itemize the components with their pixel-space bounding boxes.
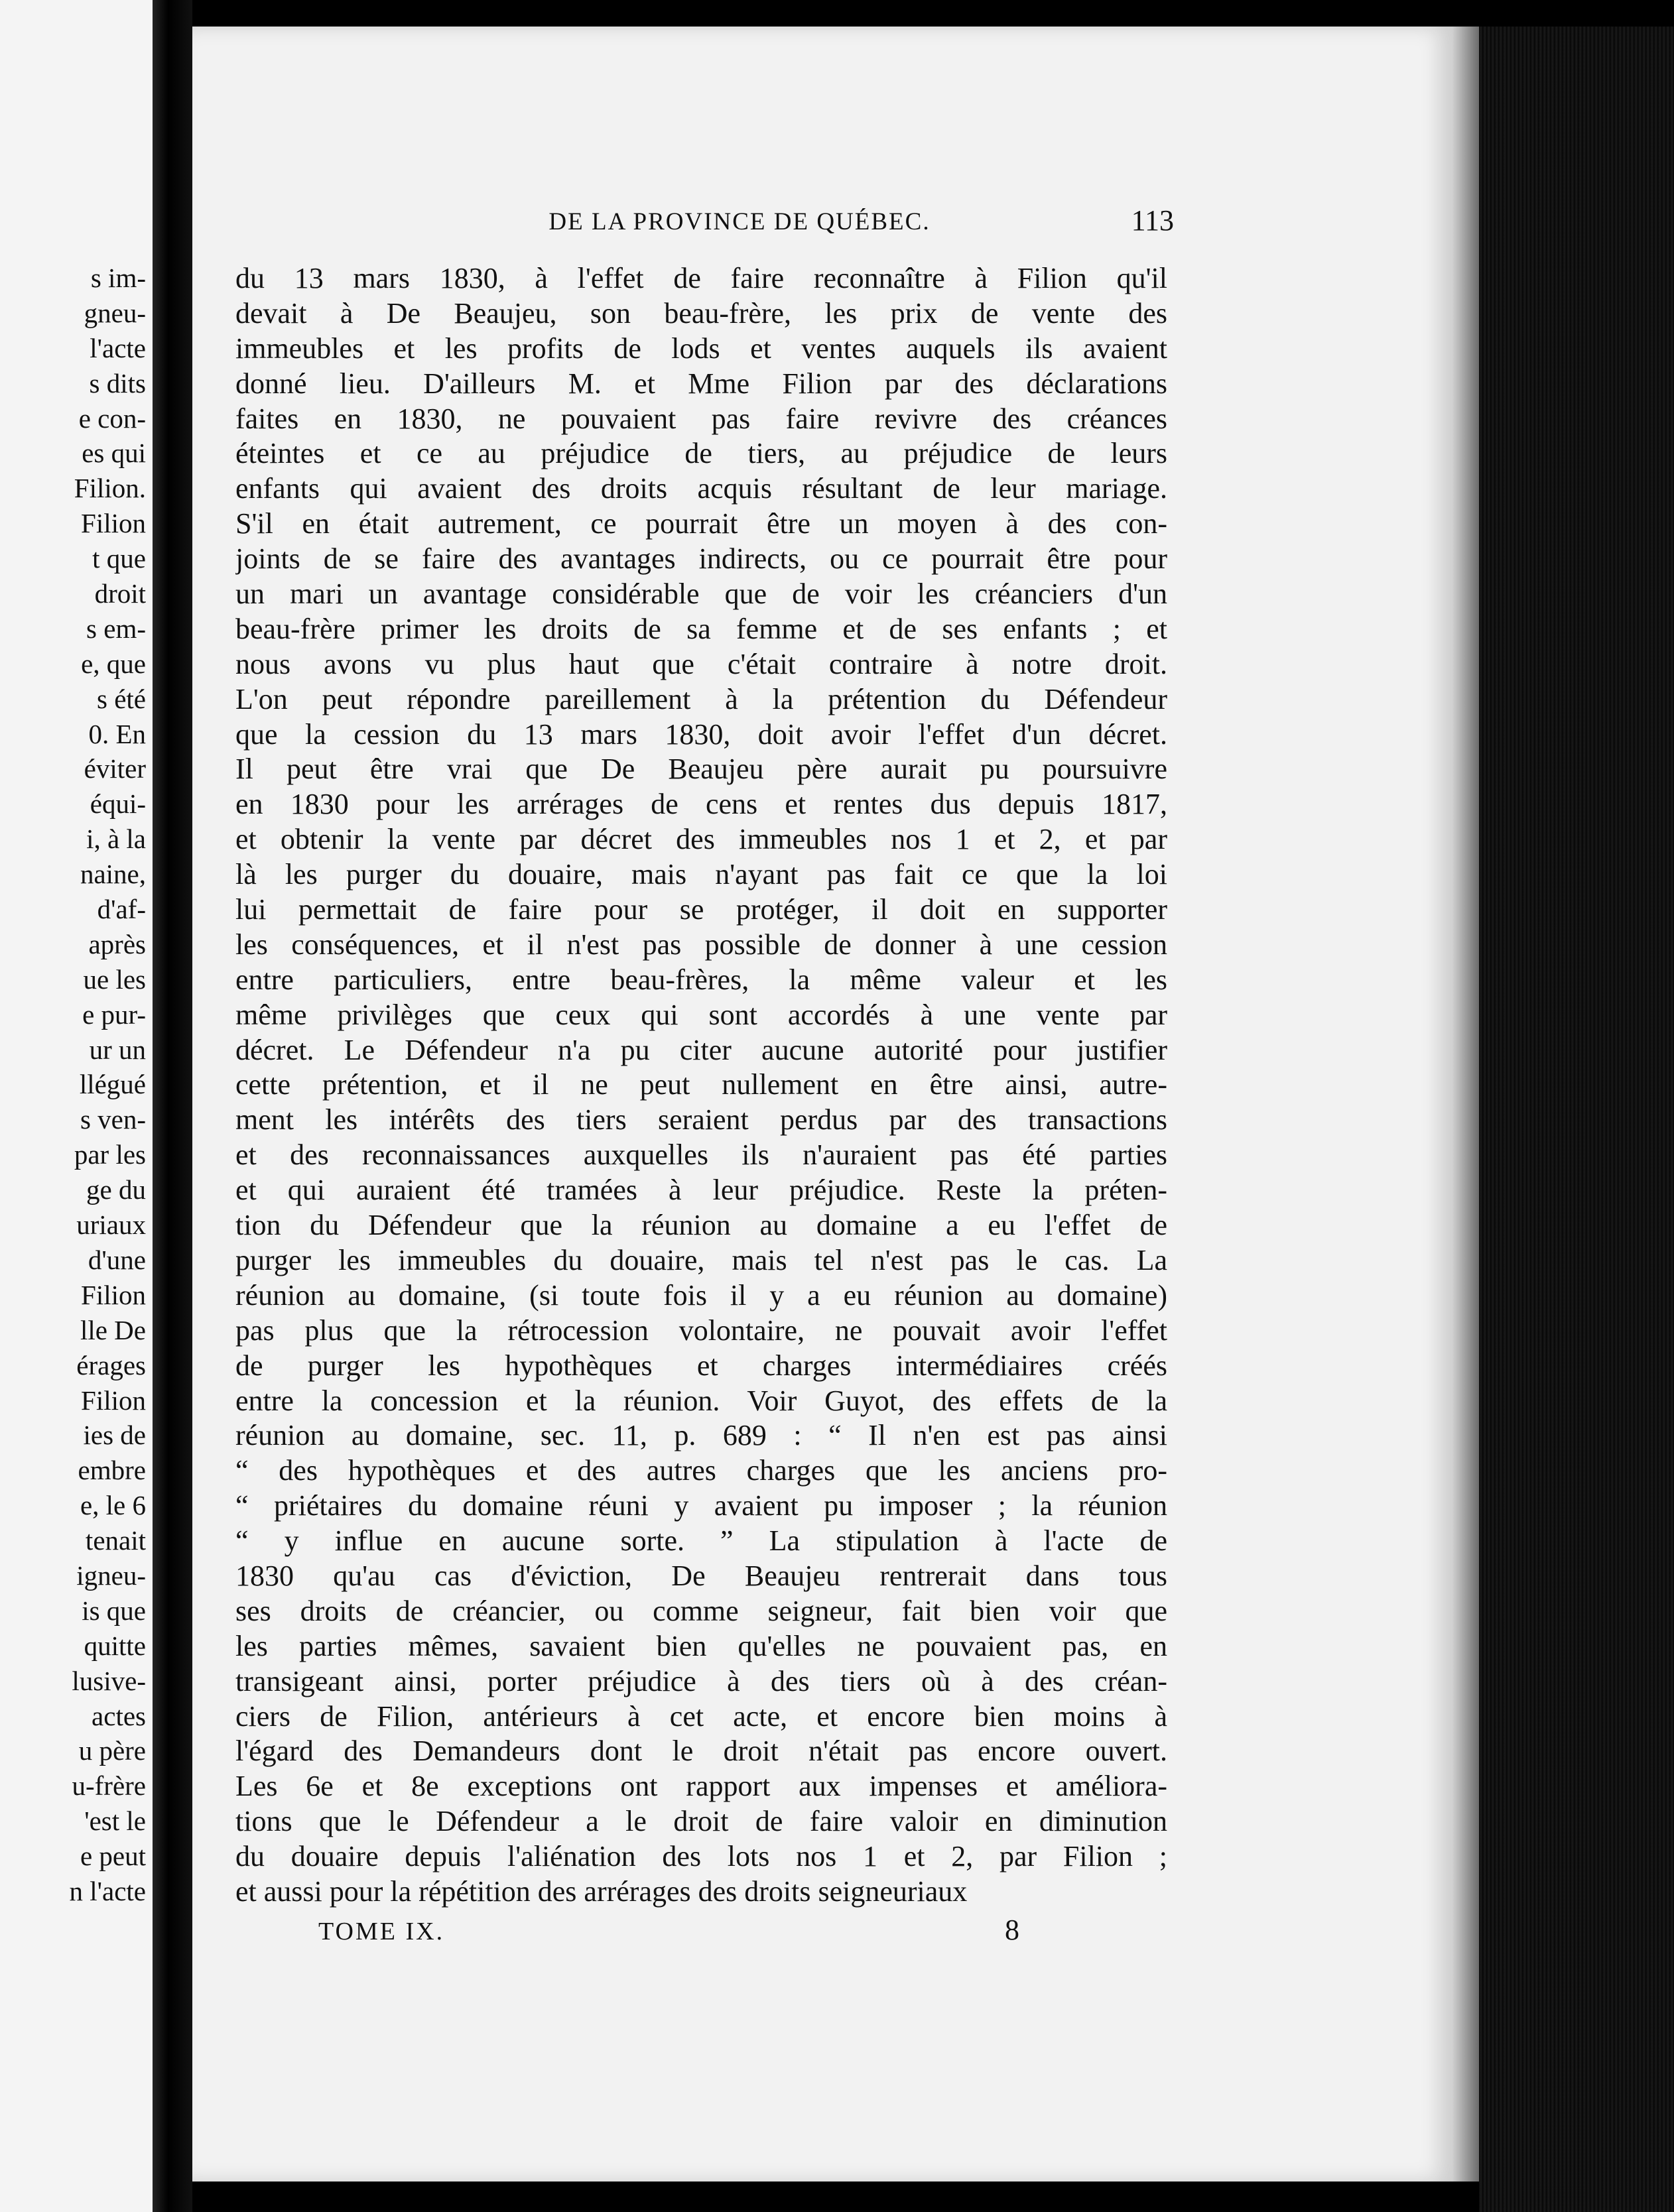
previous-page-fragment: d'af- <box>97 894 146 925</box>
previous-page-fragment: s été <box>97 683 146 714</box>
previous-page-fragment: t que <box>92 543 146 574</box>
text-line: même privilèges que ceux qui sont accordés à une vente par <box>235 998 1167 1031</box>
text-line: Il peut être vrai que De Beaujeu père aurait pu poursuivre <box>235 753 1167 786</box>
text-line: joints de se faire des avantages indirects, ou ce pourrait être pour <box>235 542 1167 576</box>
text-line: et qui auraient été tramées à leur préjudice. Reste la préten- <box>235 1174 1167 1207</box>
text-line: les conséquences, et il n'est pas possible de donner à une cession <box>235 928 1167 961</box>
previous-page-fragment: par les <box>74 1139 146 1170</box>
text-line: pas plus que la rétrocession volontaire, ne pouvait avoir l'effet <box>235 1314 1167 1347</box>
previous-page-fragment: Filion <box>81 1384 146 1416</box>
previous-page-fragment: quitte <box>84 1630 146 1661</box>
previous-page-fragment: u père <box>78 1735 146 1766</box>
text-line: Les 6e et 8e exceptions ont rapport aux impenses et améliora- <box>235 1770 1167 1803</box>
previous-page-fragment: gneu- <box>84 297 146 328</box>
text-line: purger les immeubles du douaire, mais tel n'est pas le cas. La <box>235 1243 1167 1276</box>
text-line: réunion au domaine, sec. 11, p. 689 : “ Il n'en est pas ainsi <box>235 1419 1167 1452</box>
text-line: immeubles et les profits de lods et ventes auquels ils avaient <box>235 332 1167 365</box>
previous-page-fragment: uriaux <box>76 1209 146 1241</box>
previous-page-fragment: is que <box>82 1595 146 1626</box>
text-line: faites en 1830, ne pouvaient pas faire revivre des créances <box>235 402 1167 435</box>
previous-page-fragment: s em- <box>86 613 146 644</box>
previous-page-fragment: e pur- <box>82 999 146 1030</box>
previous-page <box>0 0 153 2212</box>
previous-page-fragment: lle De <box>80 1314 146 1345</box>
previous-page-fragment: Filion <box>81 1279 146 1310</box>
text-line: lui permettait de faire pour se protéger, il doit en supporter <box>235 893 1167 926</box>
previous-page-fragment: llégué <box>79 1069 146 1100</box>
text-line: du 13 mars 1830, à l'effet de faire reconnaître à Filion qu'il <box>235 262 1167 294</box>
text-line: réunion au domaine, (si toute fois il y a eu réunion au domaine) <box>235 1278 1167 1312</box>
text-line: entre la concession et la réunion. Voir Guyot, des effets de la <box>235 1384 1167 1417</box>
text-line: en 1830 pour les arrérages de cens et rentes dus depuis 1817, <box>235 788 1167 821</box>
previous-page-text-fragments <box>0 261 146 1909</box>
previous-page-fragment: ur un <box>89 1034 146 1065</box>
text-line: tion du Défendeur que la réunion au domaine a eu l'effet de <box>235 1209 1167 1242</box>
previous-page-fragment: i, à la <box>86 824 146 855</box>
text-line: enfants qui avaient des droits acquis résultant de leur mariage. <box>235 472 1167 505</box>
text-line: et obtenir la vente par décret des immeubles nos 1 et 2, et par <box>235 823 1167 856</box>
previous-page-fragment: e peut <box>80 1841 146 1872</box>
text-line: devait à De Beaujeu, son beau-frère, les prix de vente des <box>235 296 1167 330</box>
text-line: “ priétaires du domaine réuni y avaient pu imposer ; la réunion <box>235 1489 1167 1522</box>
previous-page-fragment: après <box>88 928 146 959</box>
text-line: l'égard des Demandeurs dont le droit n'était pas encore ouvert. <box>235 1735 1167 1768</box>
text-line: ses droits de créancier, ou comme seigneur, fait bien voir que <box>235 1594 1167 1627</box>
previous-page-fragment: es qui <box>82 438 146 469</box>
previous-page-fragment: lusive- <box>72 1665 146 1696</box>
page-stack <box>1479 27 1674 2212</box>
previous-page-fragment: ge du <box>86 1174 146 1205</box>
page-number: 113 <box>1131 204 1174 237</box>
text-line: “ des hypothèques et des autres charges que les anciens pro- <box>235 1454 1167 1487</box>
previous-page-fragment: tenait <box>85 1525 146 1556</box>
page-edge <box>1452 27 1479 2181</box>
book-gutter <box>153 0 192 2212</box>
text-line: là les purger du douaire, mais n'ayant pas fait ce que la loi <box>235 858 1167 891</box>
text-line: L'on peut répondre pareillement à la prétention du Défendeur <box>235 682 1167 715</box>
previous-page-fragment: Filion <box>81 508 146 539</box>
text-line: et aussi pour la répétition des arrérages des droits seigneuriaux <box>235 1874 968 1908</box>
text-line: “ y influe en aucune sorte. ” La stipulation à l'acte de <box>235 1524 1167 1558</box>
previous-page-fragment: u-frère <box>72 1770 146 1802</box>
text-line: que la cession du 13 mars 1830, doit avoir l'effet d'un décret. <box>235 717 1167 751</box>
text-line: du douaire depuis l'aliénation des lots nos 1 et 2, par Filion ; <box>235 1840 1167 1873</box>
previous-page-fragment: igneu- <box>76 1560 146 1591</box>
text-line: beau-frère primer les droits de sa femme et de ses enfants ; et <box>235 612 1167 645</box>
text-line: donné lieu. D'ailleurs M. et Mme Filion par des déclarations <box>235 367 1167 400</box>
text-line: un mari un avantage considérable que de voir les créanciers d'un <box>235 578 1167 611</box>
previous-page-fragment: actes <box>92 1700 146 1731</box>
previous-page-fragment: 'est le <box>84 1806 146 1837</box>
previous-page-fragment: ies de <box>83 1420 146 1451</box>
previous-page-fragment: e con- <box>78 402 146 434</box>
text-line: ciers de Filion, antérieurs à cet acte, et encore bien moins à <box>235 1699 1167 1733</box>
text-line: les parties mêmes, savaient bien qu'elles ne pouvaient pas, en <box>235 1629 1167 1662</box>
previous-page-fragment: e, le 6 <box>80 1490 146 1521</box>
body-text <box>235 261 1167 1910</box>
previous-page-fragment: e, que <box>81 648 146 679</box>
previous-page-fragment: droit <box>94 578 146 609</box>
previous-page-fragment: équi- <box>90 788 146 820</box>
previous-page-fragment: Filion. <box>74 473 146 504</box>
footer-signature-mark: 8 <box>1005 1914 1019 1946</box>
text-line: décret. Le Défendeur n'a pu citer aucune autorité pour justifier <box>235 1033 1167 1066</box>
text-line: cette prétention, et il ne peut nullement en être ainsi, autre- <box>235 1068 1167 1101</box>
text-line: entre particuliers, entre beau-frères, la même valeur et les <box>235 963 1167 996</box>
text-line: et des reconnaissances auxquelles ils n'auraient pas été parties <box>235 1138 1167 1172</box>
previous-page-fragment: n l'acte <box>69 1875 146 1906</box>
previous-page-fragment: embre <box>78 1455 146 1486</box>
previous-page-fragment: s ven- <box>80 1104 146 1135</box>
previous-page-fragment: l'acte <box>90 332 146 363</box>
text-line: de purger les hypothèques et charges intermédiaires créés <box>235 1349 1167 1382</box>
previous-page-fragment: s im- <box>90 263 146 293</box>
text-line: nous avons vu plus haut que c'était contraire à notre droit. <box>235 647 1167 680</box>
text-line: 1830 qu'au cas d'éviction, De Beaujeu rentrerait dans tous <box>235 1559 1167 1592</box>
previous-page-fragment: s dits <box>89 367 146 399</box>
previous-page-fragment: d'une <box>88 1244 146 1275</box>
previous-page-fragment: 0. En <box>88 718 146 749</box>
footer-volume: TOME IX. <box>318 1918 445 1945</box>
text-line: S'il en était autrement, ce pourrait être un moyen à des con- <box>235 507 1167 540</box>
text-line: éteintes et ce au préjudice de tiers, au préjudice de leurs <box>235 437 1167 470</box>
previous-page-fragment: éviter <box>84 753 146 784</box>
previous-page-fragment: naine, <box>80 859 146 890</box>
previous-page-fragment: érages <box>76 1349 146 1381</box>
text-line: transigeant ainsi, porter préjudice à des tiers où à des créan- <box>235 1664 1167 1697</box>
running-head: DE LA PROVINCE DE QUÉBEC. <box>548 208 931 235</box>
previous-page-fragment: ue les <box>83 963 146 995</box>
text-line: ment les intérêts des tiers seraient perdus par des transactions <box>235 1103 1167 1137</box>
text-line: tions que le Défendeur a le droit de faire valoir en diminution <box>235 1805 1167 1838</box>
